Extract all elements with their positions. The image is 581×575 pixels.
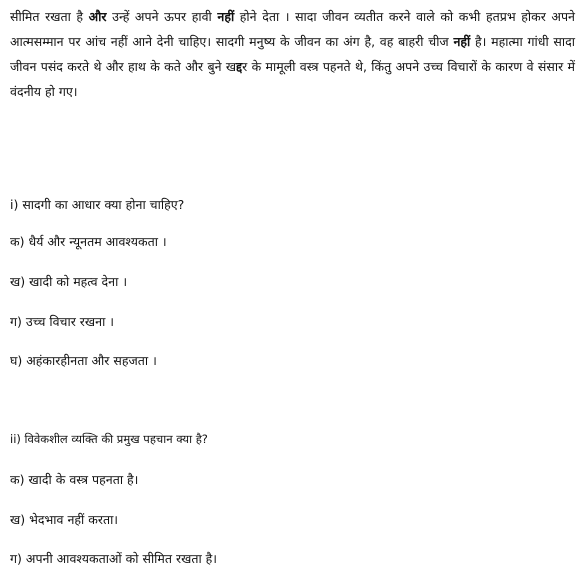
question-1-prompt: i) सादगी का आधार क्या होना चाहिए?: [10, 197, 185, 212]
question-1-option-d: घ) अहंकारहीनता और सहजता ।: [10, 353, 157, 368]
passage-segment: होने देता । सादा जीवन व्यतीत करने वाले को कभी हतप्रभ होकर अपने आत्मसम्मान पर आंच नहीं आने देनी चाहिए। सादगी मनुष्य के जीवन का अंग है, वह बाहरी चीज: [10, 9, 575, 49]
passage-segment-bold: नहीं: [217, 9, 235, 24]
passage-segment-bold: द्द: [236, 59, 243, 74]
question-2-prompt: ii) विवेकशील व्यक्ति की प्रमुख पहचान क्या है?: [10, 432, 208, 446]
question-1-option-b: ख) खादी को महत्व देना ।: [10, 274, 128, 289]
question-1-option-c: ग) उच्च विचार रखना ।: [10, 314, 115, 329]
passage-segment: र के मामूली वस्त्र पहनते थे, किंतु अपने उच्च विचारों के कारण वे संसार में वंदनीय हो गए।: [10, 59, 575, 99]
passage-segment-bold: और: [88, 9, 107, 24]
passage-segment-bold: नहीं: [453, 34, 471, 49]
question-1-option-a: क) धैर्य और न्यूनतम आवश्यकता ।: [10, 234, 167, 249]
question-2-option-b: ख) भेदभाव नहीं करता।: [10, 512, 119, 527]
passage-segment: है। महात्मा गांधी सादा जीवन पसंद करते थे और हाथ के कते और बुने ख: [10, 34, 575, 74]
question-2-option-c: ग) अपनी आवश्यकताओं को सीमित रखता है।: [10, 551, 218, 566]
passage-segment: उन्हें अपने ऊपर हावी: [106, 9, 218, 24]
question-2-option-a: क) खादी के वस्त्र पहनता है।: [10, 472, 139, 487]
passage-paragraph: [10, 4, 575, 104]
passage-segment: सीमित रखता है: [10, 9, 89, 24]
